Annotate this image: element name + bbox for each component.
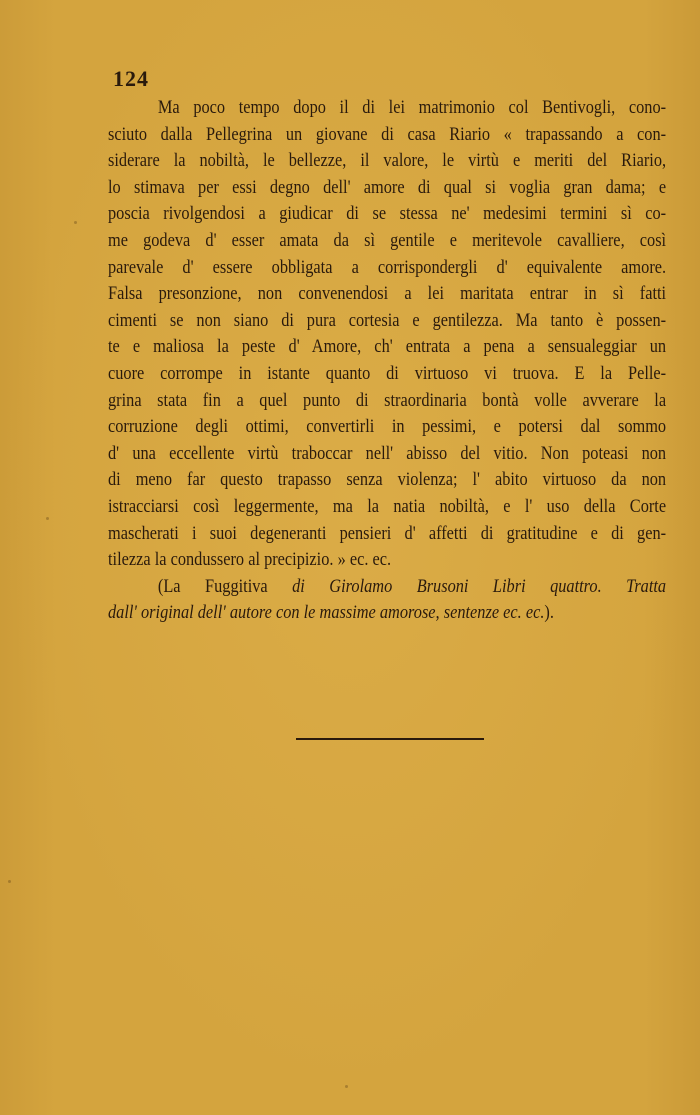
text-line: d' una eccellente virtù traboccar nell' abisso del vitio. Non poteasi non — [108, 442, 667, 464]
paper-speck — [46, 517, 49, 520]
text-line: cuore corrompe in istante quanto di virtuoso vi truova. E la Pelle- — [108, 362, 667, 384]
citation-line — [108, 600, 666, 627]
paper-speck — [345, 1085, 348, 1088]
text-line: me godeva d' esser amata da sì gentile e meritevole cavalliere, così — [108, 229, 667, 251]
section-divider — [296, 738, 484, 740]
citation-close: ). — [544, 602, 554, 624]
text-line: di meno far questo trapasso senza violenza; l' abito virtuoso da non — [108, 469, 667, 491]
citation-source: dall' original dell' autore con le massime amorose, sentenze ec. ec. — [108, 602, 545, 624]
text-line: mascherati i suoi degeneranti pensieri d' affetti di gratitudine e di gen- — [108, 522, 667, 544]
text-line: tilezza la condussero al precipizio. » ec. ec. — [108, 549, 392, 571]
page-number: 124 — [113, 66, 149, 91]
citation-open: (La Fuggitiva — [157, 575, 268, 597]
text-line: sciuto dalla Pellegrina un giovane di casa Riario « trapassando a con- — [108, 123, 667, 145]
text-line: lo stimava per essi degno dell' amore di qual si voglia gran dama; e — [108, 176, 667, 198]
text-line: te e maliosa la peste d' Amore, ch' entrata a pena a sensualeggiar un — [108, 336, 667, 358]
paper-speck — [8, 880, 11, 883]
citation-line — [108, 574, 666, 601]
text-line: grina stata fin a quel punto di straordinaria bontà volle avverare la — [108, 389, 667, 411]
text-line: Falsa presonzione, non convenendosi a lei maritata entrar in sì fatti — [108, 283, 667, 305]
text-line: siderare la nobiltà, le bellezze, il valore, le virtù e meriti del Riario, — [108, 150, 667, 172]
text-line: parevale d' essere obbligata a corrispondergli d' equivalente amore. — [108, 256, 667, 278]
text-line: istracciarsi così leggermente, ma la natia nobiltà, e l' uso della Corte — [108, 495, 667, 517]
citation-author: di Girolamo Brusoni Libri quattro. Tratta — [292, 575, 667, 597]
body-text — [108, 95, 666, 627]
text-line: cimenti se non siano di pura cortesia e gentilezza. Ma tanto è possen- — [108, 309, 667, 331]
paper-speck — [74, 221, 77, 224]
text-line: Ma poco tempo dopo il di lei matrimonio col Bentivogli, cono- — [157, 97, 667, 118]
text-line: poscia rivolgendosi a giudicar di se stessa ne' medesimi termini sì co- — [108, 203, 667, 225]
text-line: corruzione degli ottimi, convertirli in pessimi, e potersi dal sommo — [108, 416, 667, 438]
